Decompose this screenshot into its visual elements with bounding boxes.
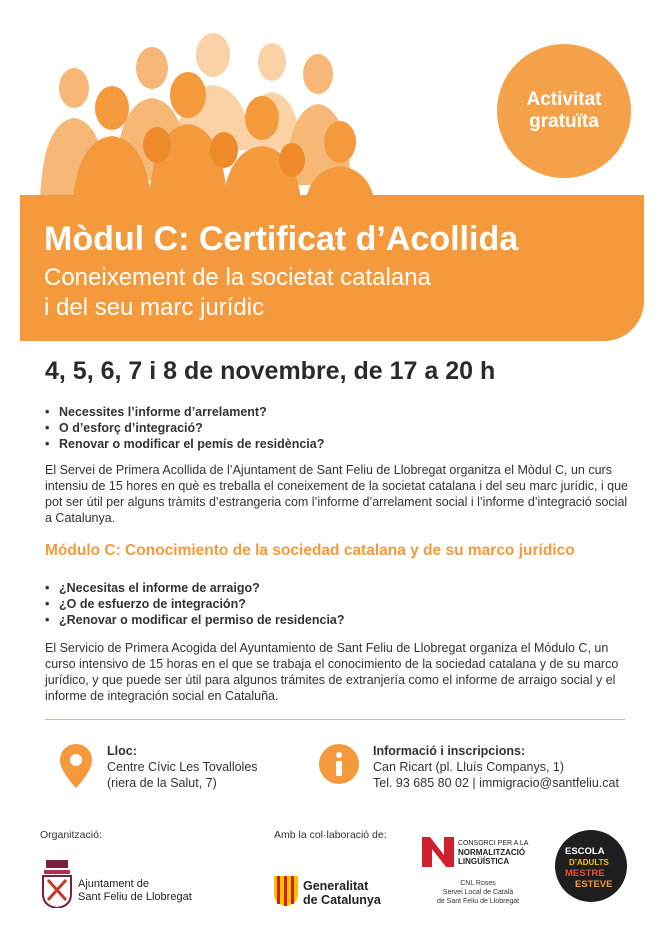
event-dates: 4, 5, 6, 7 i 8 de novembre, de 17 a 20 h	[45, 357, 496, 385]
cnl-top1: CONSORCI PER A LA	[458, 840, 529, 847]
banner-subtitle-line1: Coneixement de la societat catalana	[44, 264, 431, 291]
spanish-bullet-list	[45, 580, 345, 628]
escola-l3: MESTRE	[565, 868, 605, 879]
list-item: • Renovar o modificar el pemís de residència?	[45, 436, 324, 452]
spanish-description: El Servicio de Primera Acogida del Ayuntamiento de Sant Feliu de Llobregat organiza el Módulo C, un curso intensivo de 15 horas en el que se trabaja el conocimiento de la sociedad catalana y de su marco jurídico, y que puede ser útil para algunos trámites de extranjería como el informe de arraigo social y el informe de integración social en Cataluña.	[45, 641, 619, 703]
escola-l4: ESTEVE	[575, 879, 613, 890]
collaboration-label: Amb la col·laboració de:	[274, 829, 387, 841]
ajuntament-line1: Ajuntament de	[78, 878, 149, 890]
cnl-top3: LINGÜÍSTICA	[458, 857, 510, 866]
banner-title: Mòdul C: Certificat d’Acollida	[44, 220, 519, 258]
divider	[45, 719, 625, 720]
cnl-top2: NORMALITZACIÓ	[458, 848, 526, 857]
ajuntament-name	[78, 878, 192, 904]
catalan-description: El Servei de Primera Acollida de l’Ajuntament de Sant Feliu de Llobregat organitza el Mòdul C, un curs intensiu de 15 hores en què es treballa el coneixement de la societat catalana i del seu marc jurídic, i que pot ser útil per alguns tràmits d’estrangeria com l’informe d’arrelament social i l’informe d’integració social a Catalunya.	[45, 463, 628, 525]
catalan-bullet-list	[45, 404, 324, 452]
info-line1: Can Ricart (pl. Lluís Companys, 1)	[373, 760, 565, 774]
escola-l2: D’ADULTS	[569, 858, 609, 867]
generalitat-line2: de Catalunya	[303, 893, 381, 907]
generalitat-line1: Generalitat	[303, 879, 369, 893]
location-heading: Lloc:	[107, 744, 137, 758]
info-heading: Informació i inscripcions:	[373, 744, 526, 758]
info-block	[373, 743, 619, 791]
cnl-logo-icon	[422, 837, 454, 867]
badge-line1: Activitat	[526, 89, 602, 110]
location-line1: Centre Cívic Les Tovalloles	[107, 760, 258, 774]
location-block	[107, 743, 258, 791]
list-item: • O d’esforç d’integració?	[45, 420, 324, 436]
cnl-subtitle	[428, 879, 528, 906]
title-banner	[20, 195, 644, 341]
badge-line2: gratuïta	[529, 111, 599, 132]
escola-l1: ESCOLA	[565, 846, 605, 857]
banner-subtitle-line2: i del seu marc jurídic	[44, 294, 265, 321]
info-icon	[319, 744, 359, 784]
location-pin-icon	[60, 744, 92, 788]
cnl-sub1: CNL Roses	[460, 880, 496, 887]
list-item: • Necessites l’informe d’arrelament?	[45, 404, 324, 420]
generalitat-shield-icon	[274, 876, 298, 906]
location-line2: (riera de la Salut, 7)	[107, 776, 217, 790]
cnl-sub3: de Sant Feliu de Llobregat	[436, 898, 520, 905]
list-item: • ¿O de esfuerzo de integración?	[45, 596, 345, 612]
organized-label: Organització:	[40, 829, 102, 841]
info-line2: Tel. 93 685 80 02 | immigracio@santfeliu.cat	[373, 776, 619, 790]
generalitat-name	[303, 879, 381, 907]
cnl-sub2: Servei Local de Català	[442, 889, 514, 896]
ajuntament-crest-icon	[40, 860, 74, 908]
spanish-title: Módulo C: Conocimiento de la sociedad catalana y de su marco jurídico	[45, 542, 575, 559]
escola-adults-logo	[555, 830, 627, 902]
list-item: • ¿Renovar o modificar el permiso de residencia?	[45, 612, 345, 628]
free-activity-badge	[497, 44, 631, 178]
list-item: • ¿Necesitas el informe de arraigo?	[45, 580, 345, 596]
cnl-name	[458, 839, 528, 866]
banner-subtitle	[44, 263, 431, 323]
ajuntament-line2: Sant Feliu de Llobregat	[78, 891, 192, 903]
